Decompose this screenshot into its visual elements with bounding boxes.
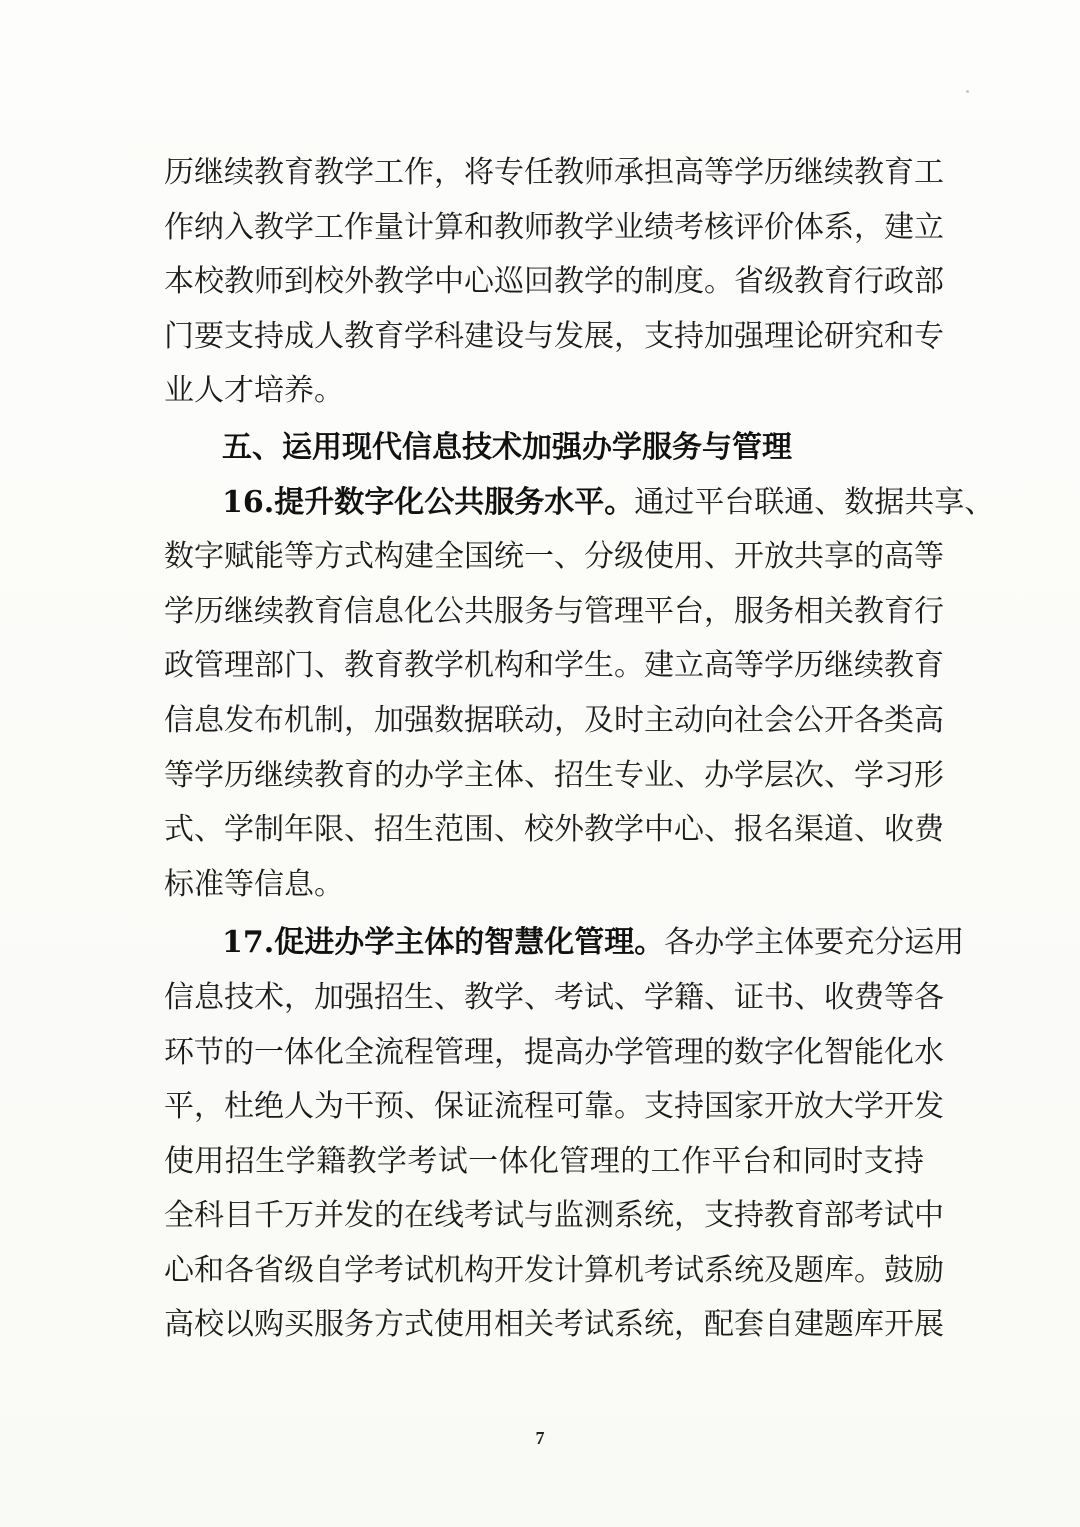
paragraph-line: 学历继续教育信息化公共服务与管理平台，服务相关教育行 [164, 593, 944, 629]
paragraph-line: 历继续教育教学工作，将专任教师承担高等学历继续教育工 [164, 155, 944, 190]
item-17-title: 17.促进办学主体的智慧化管理。 [222, 925, 665, 961]
paragraph-line: 标准等信息。 [164, 866, 344, 902]
paragraph-line: 信息技术，加强招生、教学、考试、学籍、证书、收费等各 [164, 979, 944, 1015]
item-17-first-line [164, 916, 965, 971]
paragraph-line: 高校以购买服务方式使用相关考试系统，配套自建题库开展 [164, 1307, 944, 1343]
item-16-first-line-text: 通过平台联通、数据共享、 [634, 484, 995, 520]
page-number: 7 [535, 1428, 545, 1448]
paragraph-line: 等学历继续教育的办学主体、招生专业、办学层次、学习形 [164, 757, 944, 793]
paragraph-line: 数字赋能等方式构建全国统一、分级使用、开放共享的高等 [164, 539, 944, 575]
paragraph-line: 门要支持成人教育学科建设与发展，支持加强理论研究和专 [164, 318, 944, 354]
paragraph-line: 本校教师到校外教学中心巡回教学的制度。省级教育行政部 [164, 264, 944, 300]
item-16-first-line [164, 476, 995, 531]
document-body [164, 146, 995, 1353]
paragraph-line: 信息发布机制，加强数据联动，及时主动向社会公开各类高 [164, 702, 944, 738]
scan-speck [966, 90, 969, 93]
paragraph-line: 式、学制年限、招生范围、校外教学中心、报名渠道、收费 [164, 812, 944, 848]
paragraph-line: 平，杜绝人为干预、保证流程可靠。支持国家开放大学开发 [164, 1089, 944, 1125]
paragraph-line: 心和各省级自学考试机构开发计算机考试系统及题库。鼓励 [164, 1252, 944, 1288]
paragraph-line: 业人才培养。 [164, 373, 344, 409]
section-heading: 五、运用现代信息技术加强办学服务与管理 [222, 429, 792, 465]
paragraph-line: 作纳入教学工作量计算和教师教学业绩考核评价体系，建立 [164, 209, 944, 245]
item-16-title: 16.提升数字化公共服务水平。 [222, 484, 635, 520]
item-17-first-line-text: 各办学主体要充分运用 [664, 925, 965, 961]
paragraph-line: 政管理部门、教育教学机构和学生。建立高等学历继续教育 [164, 648, 944, 684]
paragraph-line: 使用招生学籍教学考试一体化管理的工作平台和同时支持 [164, 1143, 924, 1179]
paragraph-line: 环节的一体化全流程管理，提高办学管理的数字化智能化水 [164, 1034, 944, 1070]
paragraph-line: 全科目千万并发的在线考试与监测系统，支持教育部考试中 [164, 1198, 944, 1234]
